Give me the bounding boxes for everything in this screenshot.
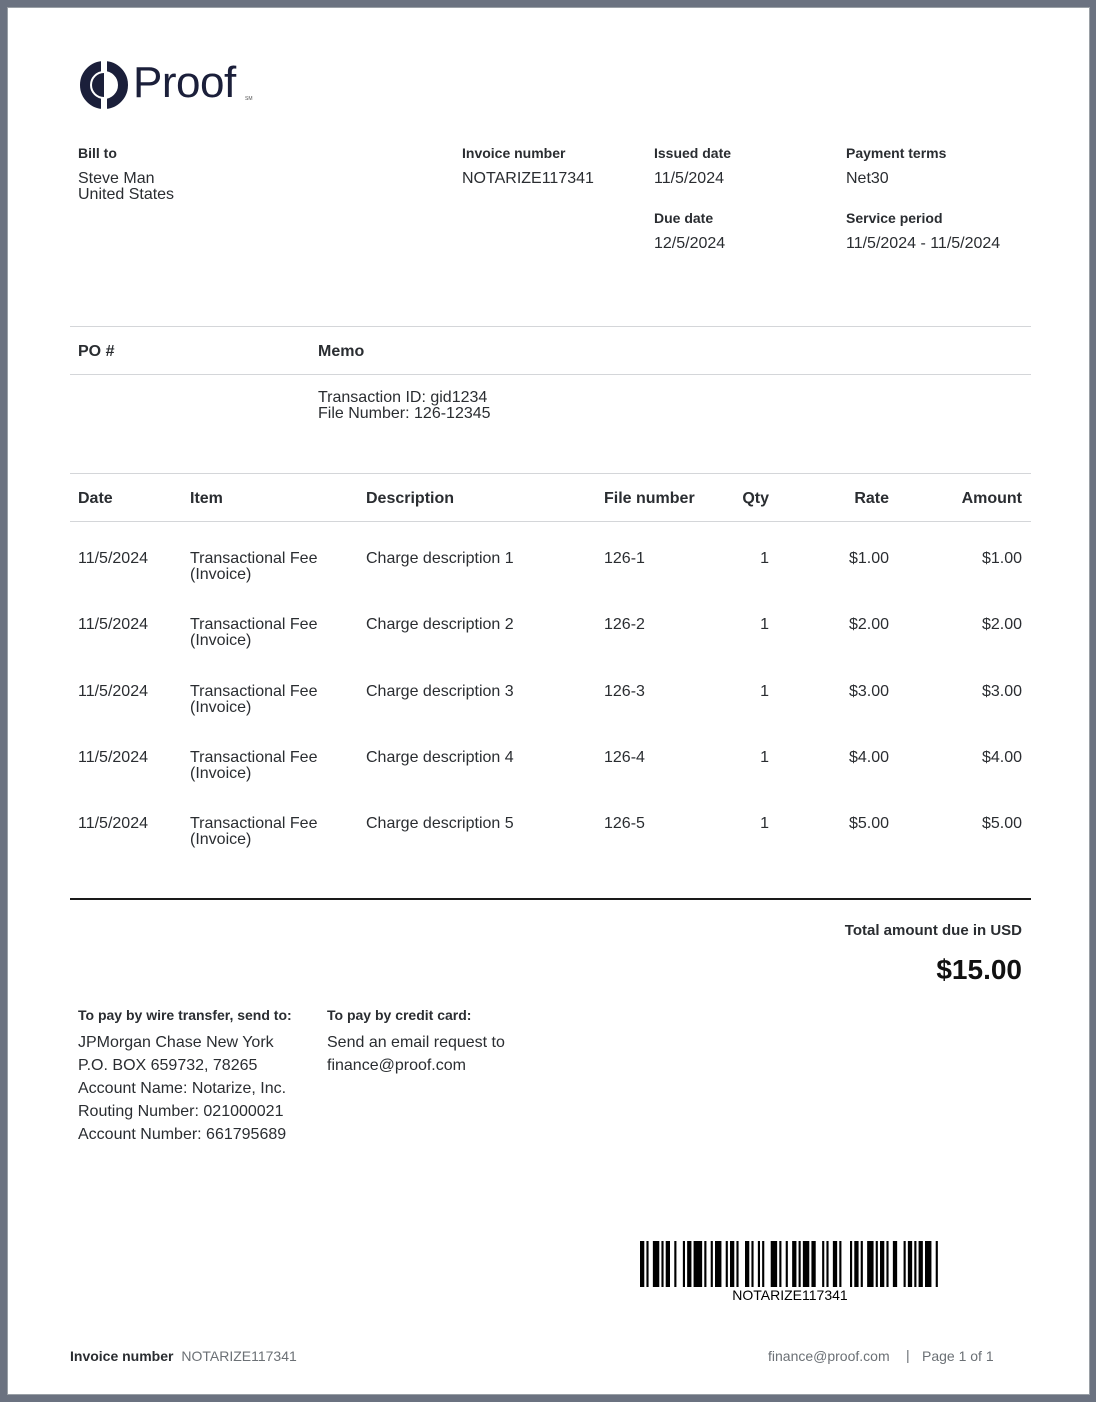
cell-amount: $1.00 (981, 550, 1022, 567)
po-label: PO # (78, 343, 115, 360)
barcode-bar (936, 1241, 938, 1287)
barcode-bar (799, 1241, 801, 1287)
card-line: finance@proof.com (327, 1057, 466, 1074)
barcode-bar (646, 1241, 648, 1287)
barcode-bar (730, 1241, 734, 1287)
barcode-bar (833, 1241, 837, 1287)
cell-amount: $3.00 (981, 683, 1022, 700)
cell-item: Transactional Fee (190, 550, 318, 567)
barcode-bar (803, 1241, 809, 1287)
col-amount: Amount (961, 490, 1022, 507)
cell-description: Charge description 5 (366, 815, 514, 832)
cell-qty: 1 (760, 683, 769, 700)
barcode-bar (726, 1241, 728, 1287)
col-rate: Rate (854, 490, 889, 507)
cell-file-number: 126-3 (604, 683, 645, 700)
memo-line-transaction: Transaction ID: gid1234 (318, 389, 488, 406)
col-description: Description (366, 490, 455, 507)
wire-line: Account Number: 661795689 (78, 1126, 287, 1143)
cell-item-note: (Invoice) (190, 765, 252, 782)
barcode-bar (758, 1241, 760, 1287)
cell-item-note: (Invoice) (190, 699, 252, 716)
footer-separator: | (906, 1347, 910, 1363)
barcode-bar (674, 1241, 676, 1287)
cell-amount: $4.00 (981, 749, 1022, 766)
brand-name: Proof (133, 58, 236, 107)
col-qty: Qty (742, 490, 769, 507)
payment-terms-value: Net30 (846, 170, 889, 187)
cell-file-number: 126-2 (604, 616, 645, 633)
barcode-bar (914, 1241, 916, 1287)
col-file-number: File number (604, 490, 695, 507)
barcode-bar (683, 1241, 685, 1287)
cell-amount: $5.00 (981, 815, 1022, 832)
proof-logo-icon (79, 60, 129, 110)
cell-file-number: 126-5 (604, 815, 645, 832)
divider (70, 374, 1031, 375)
cell-file-number: 126-1 (604, 550, 645, 567)
cell-rate: $3.00 (848, 683, 889, 700)
due-date-label: Due date (654, 210, 714, 226)
barcode-bar (792, 1241, 796, 1287)
barcode-bar (880, 1241, 884, 1287)
cell-amount: $2.00 (981, 616, 1022, 633)
wire-line: Account Name: Notarize, Inc. (78, 1080, 287, 1097)
barcode-bar (893, 1241, 897, 1287)
barcode-bar (861, 1241, 863, 1287)
divider (70, 473, 1031, 474)
barcode-bar (786, 1241, 788, 1287)
service-period-value: 11/5/2024 - 11/5/2024 (846, 235, 1001, 252)
barcode-bar (653, 1241, 659, 1287)
barcode-bar (854, 1241, 858, 1287)
issued-date-label: Issued date (654, 145, 732, 161)
footer-page: Page 1 of 1 (922, 1348, 994, 1364)
footer-email: finance@proof.com (768, 1348, 890, 1364)
cell-date: 11/5/2024 (78, 616, 148, 633)
barcode-bar (711, 1241, 713, 1287)
bill-to-label: Bill to (78, 145, 117, 161)
barcode-bar (822, 1241, 824, 1287)
barcode-bar (876, 1241, 878, 1287)
barcode-text: NOTARIZE117341 (732, 1287, 848, 1303)
cell-date: 11/5/2024 (78, 815, 148, 832)
cell-description: Charge description 4 (366, 749, 514, 766)
barcode-bar (919, 1241, 923, 1287)
cell-qty: 1 (760, 749, 769, 766)
cell-description: Charge description 1 (366, 550, 514, 567)
barcode-bar (839, 1241, 841, 1287)
cell-item-note: (Invoice) (190, 831, 252, 848)
barcode-bar (908, 1241, 912, 1287)
col-item: Item (190, 490, 223, 507)
proof-logo (79, 58, 259, 114)
barcode-bar (771, 1241, 777, 1287)
due-date-value: 12/5/2024 (654, 235, 726, 252)
service-mark: SM (245, 96, 253, 102)
cell-item: Transactional Fee (190, 616, 318, 633)
memo-line-file: File Number: 126-12345 (318, 405, 491, 422)
barcode-bar (826, 1241, 828, 1287)
cell-qty: 1 (760, 550, 769, 567)
cell-description: Charge description 2 (366, 616, 514, 633)
total-label: Total amount due in USD (844, 922, 1022, 939)
invoice-number-label: Invoice number (462, 145, 566, 161)
payment-terms-label: Payment terms (846, 145, 947, 161)
barcode-bar (694, 1241, 703, 1287)
barcode-bar (886, 1241, 888, 1287)
cell-qty: 1 (760, 616, 769, 633)
cell-item: Transactional Fee (190, 683, 318, 700)
barcode-bar (704, 1241, 706, 1287)
divider (70, 326, 1031, 327)
barcode-bar (925, 1241, 931, 1287)
bill-to-country: United States (78, 186, 175, 203)
cell-date: 11/5/2024 (78, 749, 148, 766)
barcode-bar (687, 1241, 691, 1287)
footer-invoice-label: Invoice number (70, 1348, 174, 1364)
bill-to-name: Steve Man (78, 170, 155, 187)
barcode-bar (762, 1241, 764, 1287)
wire-label: To pay by wire transfer, send to: (78, 1007, 292, 1023)
barcode-bar (779, 1241, 781, 1287)
cell-rate: $4.00 (848, 749, 889, 766)
barcode-bar (867, 1241, 873, 1287)
wire-details (78, 1031, 286, 1146)
wire-line: P.O. BOX 659732, 78265 (78, 1057, 258, 1074)
cell-rate: $5.00 (848, 815, 889, 832)
barcode-bar (811, 1241, 815, 1287)
total-amount: $15.00 (936, 954, 1022, 985)
cell-rate: $1.00 (848, 550, 889, 567)
footer-invoice (70, 1348, 297, 1364)
cell-item-note: (Invoice) (190, 632, 252, 649)
cell-rate: $2.00 (848, 616, 889, 633)
cell-date: 11/5/2024 (78, 550, 148, 567)
cell-date: 11/5/2024 (78, 683, 148, 700)
barcode-bar (751, 1241, 753, 1287)
invoice-number-value: NOTARIZE117341 (462, 170, 594, 187)
cell-item-note: (Invoice) (190, 566, 252, 583)
card-line: Send an email request to (327, 1034, 505, 1051)
divider (70, 521, 1031, 522)
barcode-bar (640, 1241, 644, 1287)
barcode-bar (666, 1241, 670, 1287)
wire-line: JPMorgan Chase New York (78, 1034, 274, 1051)
col-date: Date (78, 490, 113, 507)
issued-date-value: 11/5/2024 (654, 170, 724, 187)
barcode-bar (904, 1241, 906, 1287)
memo-label: Memo (318, 343, 365, 360)
cell-item: Transactional Fee (190, 749, 318, 766)
footer-invoice-value: NOTARIZE117341 (181, 1348, 297, 1364)
wire-line: Routing Number: 021000021 (78, 1103, 284, 1120)
cell-item: Transactional Fee (190, 815, 318, 832)
barcode-bar (850, 1241, 852, 1287)
barcode-bar (736, 1241, 738, 1287)
invoice-page (8, 8, 1089, 1394)
cell-qty: 1 (760, 815, 769, 832)
card-details (327, 1031, 505, 1077)
barcode-bar (745, 1241, 749, 1287)
barcode-bar (715, 1241, 721, 1287)
barcode-bar (661, 1241, 663, 1287)
cell-description: Charge description 3 (366, 683, 514, 700)
service-period-label: Service period (846, 210, 943, 226)
barcode (640, 1241, 940, 1287)
total-divider (70, 898, 1031, 900)
card-label: To pay by credit card: (327, 1007, 472, 1023)
cell-file-number: 126-4 (604, 749, 645, 766)
